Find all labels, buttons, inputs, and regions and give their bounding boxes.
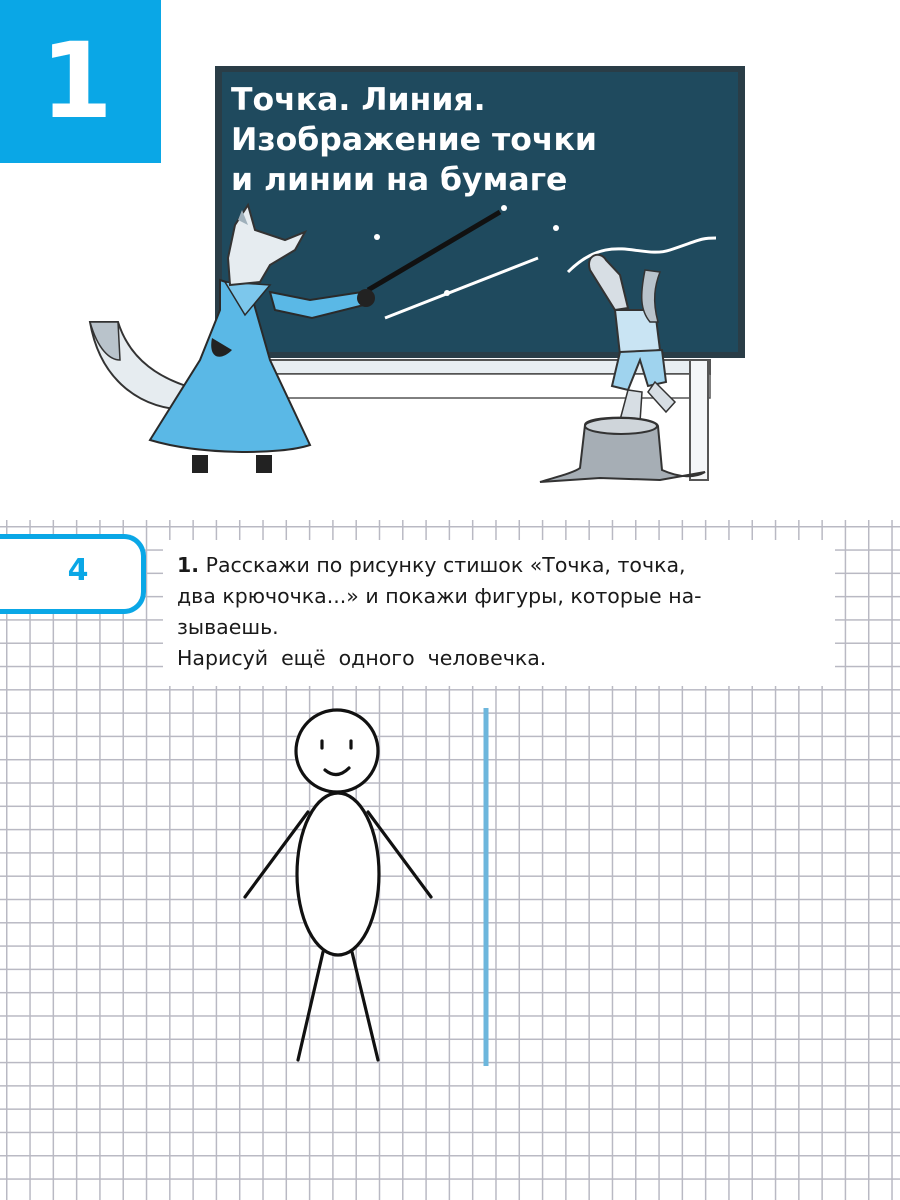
task-word: по [316,553,343,577]
task-word: точка, [617,553,686,577]
lesson-title-line: Точка. Линия. [231,82,486,118]
task-text [177,550,817,674]
lesson-title [231,80,731,200]
task-word: фигуры, [474,584,564,608]
task-line-3: зываешь. [177,615,279,639]
lesson-title-line: Изображение точки [231,122,597,158]
chalk-point-3 [553,225,559,231]
task-line-4: Нарисуй ещё одного человечка. [177,646,547,670]
chalk-point-1 [374,234,380,240]
task-word: рисунку [348,553,437,577]
board-rail [270,374,710,398]
task-word: Расскажи [205,553,310,577]
task-word: покажи [385,584,468,608]
board-leg-right [690,360,708,480]
task-word: и [365,584,379,608]
task-word: «Точка, [529,553,611,577]
task-word-group [177,553,310,577]
chapter-number-badge: 1 [0,0,161,163]
task-line-1 [177,550,817,581]
task-word: крючочка...» [222,584,359,608]
task-word: стишок [443,553,524,577]
chalk-point-2 [501,205,507,211]
task-word: два [177,584,216,608]
task-line-2 [177,581,817,612]
task-word: которые [570,584,662,608]
lesson-title-line: и линии на бумаге [231,162,568,198]
page-number: 4 [67,553,89,588]
task-word: на- [668,584,702,608]
task-number: 1. [177,553,200,577]
